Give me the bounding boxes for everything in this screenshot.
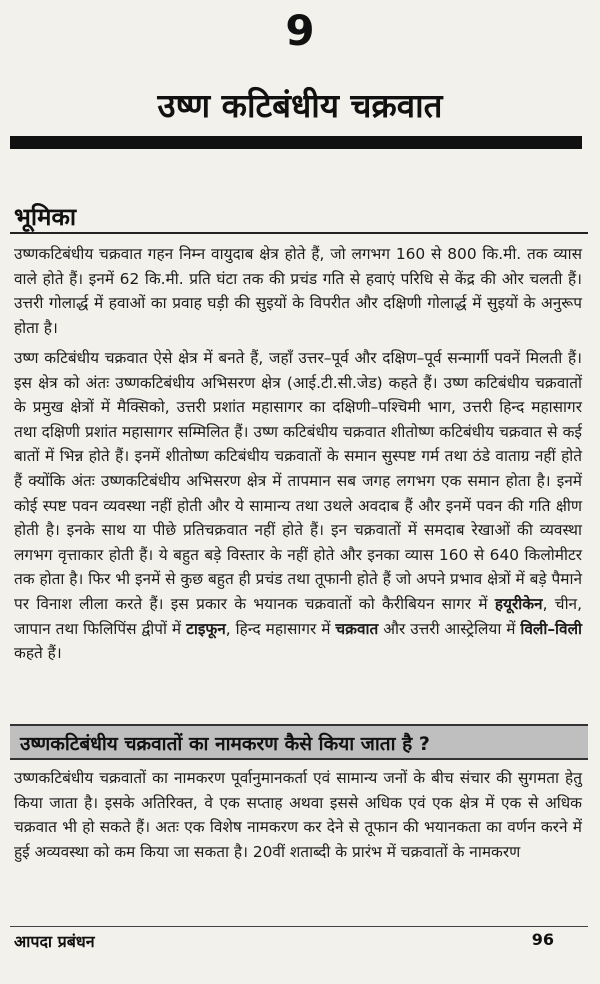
heading-underline bbox=[10, 232, 588, 234]
footer-book-title: आपदा प्रबंधन bbox=[14, 932, 95, 951]
paragraph-text: , चीन, जापान तथा फिलिपिंस द्वीपों में bbox=[14, 594, 582, 638]
term-typhoon: टाइफून bbox=[186, 619, 226, 638]
paragraph-text: , हिन्द महासागर में bbox=[225, 619, 331, 638]
title-divider-bar bbox=[10, 136, 582, 149]
question-heading: उष्णकटिबंधीय चक्रवातों का नामकरण कैसे किया जाता है ? bbox=[20, 733, 430, 755]
term-hurricane: हयूरीकेन bbox=[494, 594, 543, 613]
intro-paragraph-2 bbox=[14, 346, 582, 666]
paragraph-text: उष्ण कटिबंधीय चक्रवात ऐसे क्षेत्र में बनते हैं, जहाँ उत्तर–पूर्व और दक्षिण–पूर्व सन्मार्गी पवनें मिलती हैं। इस क्षेत्र को अंतः उष्णकटिबंधीय अभिसरण क्षेत्र (आई.टी.सी.जेड) कहते हैं। उष्ण कटिबंधीय चक्रवातों के प्रमुख क्षेत्रों में मैक्सिको, उत्तरी प्रशांत महासागर का दक्षिणी–पश्चिमी भाग, उत्तरी हिन्द महासागर तथा दक्षिणी प्रशांत महासागर सम्मिलित हैं। उष्ण कटिबंधीय चक्रवात शीतोष्ण कटिबंधीय चक्रवात से कई बातों में भिन्न होते हैं। इनमें शीतोष्ण कटिबंधीय चक्रवातों के समान सुस्पष्ट गर्म तथा ठंडे वाताग्र नहीं होते हैं क्योंकि अंतः उष्णकटिबंधीय अभिसरण क्षेत्र में तापमान सब जगह लगभग एक समान होता है। इनमें कोई स्पष्ट पवन व्यवस्था नहीं होती और ये सामान्य तथा उथले अवदाब हैं और इनमें पवन की गति क्षीण होती है। इनके साथ या पीछे प्रतिचक्रवात नहीं होते हैं। इन चक्रवातों में समदाब रेखाओं की व्यवस्था लगभग वृत्ताकार होती हैं। ये बहुत बड़े विस्तार के नहीं होते और इनका व्यास 160 से 640 किलोमीटर तक होता है। फिर भी इनमें से कुछ बहुत ही प्रचंड तथा तूफानी होते हैं जो अपने प्रभाव क्षेत्रों में बड़े पैमाने पर विनाश लीला करते हैं। इस प्रकार के भयानक चक्रवातों को कैरीबियन सागर में bbox=[14, 349, 582, 613]
term-cyclone: चक्रवात bbox=[335, 619, 379, 638]
naming-paragraph: उष्णकटिबंधीय चक्रवातों का नामकरण पूर्वानुमानकर्ता एवं सामान्य जनों के बीच संचार की सुगमता हेतु किया जाता है। इसके अतिरिक्त, वे एक सप्ताह अथवा इससे अधिक एवं एक क्षेत्र में एक से अधिक चक्रवात भी हो सकते हैं। अतः एक विशेष नामकरण कर देने से तूफान की भयानकता का वर्णन करने में हुई अव्यवस्था को कम किया जा सकता है। 20वीं शताब्दी के प्रारंभ में चक्रवातों के नामकरण bbox=[14, 769, 582, 861]
section-heading-introduction: भूमिका bbox=[14, 203, 77, 231]
chapter-number: 9 bbox=[285, 6, 315, 55]
intro-paragraph-1: उष्णकटिबंधीय चक्रवात गहन निम्न वायुदाब क्षेत्र होते हैं, जो लगभग 160 से 800 कि.मी. तक व्यास वाले होते हैं। इनमें 62 कि.मी. प्रति घंटा तक की प्रचंड गति से हवाएं परिधि से केंद्र की ओर चलती हैं। उत्तरी गोलार्द्ध में हवाओं का प्रवाह घड़ी की सुइयों के विपरीत और दक्षिणी गोलार्द्ध में सुइयों के अनुरूप होता है। bbox=[14, 245, 582, 337]
term-willy-willy: विली–विली bbox=[520, 619, 582, 638]
page-number: 96 bbox=[531, 930, 554, 949]
footer-rule bbox=[10, 926, 588, 927]
paragraph-text: और उत्तरी आस्ट्रेलिया में bbox=[383, 619, 516, 638]
chapter-title: उष्ण कटिबंधीय चक्रवात bbox=[157, 86, 443, 125]
paragraph-text: कहते हैं। bbox=[14, 644, 62, 663]
question-heading-box bbox=[10, 724, 588, 760]
